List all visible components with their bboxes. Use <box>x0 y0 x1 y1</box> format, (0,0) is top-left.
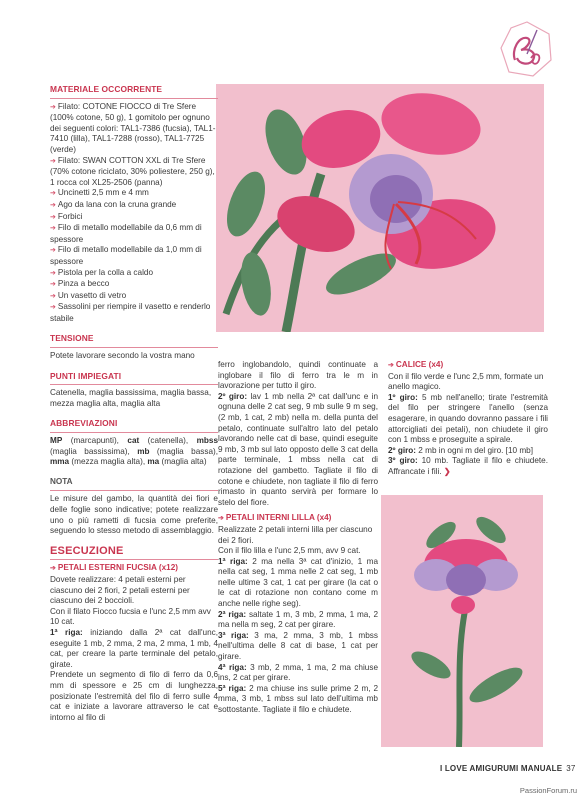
arrow-right-icon: ➔ <box>50 225 56 233</box>
material-item: ➔ Filo di metallo modellabile da 0,6 mm di spessore <box>50 223 202 244</box>
middle-paragraph: Con il filo lilla e l'unc 2,5 mm, avv 9 cat. <box>218 546 361 556</box>
materials-list <box>50 102 218 325</box>
row-instruction: 2º giro: 2 mb in ogni m del giro. [10 mb] <box>388 445 533 455</box>
material-item: ➔ Forbici <box>50 211 83 221</box>
right-rows <box>388 393 548 478</box>
watermark: PassionForum.ru <box>519 786 577 795</box>
nota-text: Le misure del gambo, la quantità dei fiori e delle foglie sono indicative; potete realizzare uno o più rametti di fucsia come preferite, seguendo lo stesso metodo di assemblaggio. <box>50 494 218 536</box>
arrow-right-icon: ➔ <box>50 201 56 209</box>
arrow-right-icon: ➔ <box>50 269 56 277</box>
esecuzione-heading: ESECUZIONE <box>50 544 124 557</box>
row-instruction: 2ª riga: saltate 1 m, 3 mb, 2 mma, 1 ma, 2 ma nella m seg, 2 cat per girare. <box>218 609 378 630</box>
material-item: ➔ Sassolini per riempire il vasetto e renderlo stabile <box>50 302 211 323</box>
brand-logo-icon <box>497 20 557 80</box>
magazine-title: I LOVE AMIGURUMI MANUALE <box>440 764 563 773</box>
arrow-right-icon: ➔ <box>50 190 56 198</box>
fuchsia-flower-photo-top <box>216 84 544 332</box>
material-item: ➔ Uncinetti 2,5 mm e 4 mm <box>50 188 149 198</box>
right-column <box>388 360 548 478</box>
arrow-right-icon: ➔ <box>50 157 56 165</box>
punti-text: Catenella, maglia bassissima, maglia bassa, mezza maglia alta, maglia alta <box>50 388 212 408</box>
row-instruction: 1º giro: 5 mb nell'anello; tirate l'estremità del filo per stringere l'anello (senza esagerare, in quando dovranno passare i fili attorcigliati dei petali), non chiudete il giro con 1 mbss e proseguite a spirale. <box>388 392 548 445</box>
arrow-right-icon: ➔ <box>388 362 394 369</box>
abbreviazioni-heading: ABBREVIAZIONI <box>50 418 118 429</box>
row-instruction: 3º giro: 10 mb. Tagliate il filo e chiudete. Affrancate i fili. ❯ <box>388 456 549 476</box>
calice-heading: ➔ CALICE (x4) <box>388 360 444 369</box>
divider <box>50 559 218 560</box>
left-column <box>50 84 218 723</box>
arrow-right-icon: ➔ <box>50 565 56 573</box>
material-item: ➔ Filato: COTONE FIOCCO di Tre Sfere (100% cotone, 50 g), 1 gomitolo per ognuno dei seguenti colori: TAL1-7386 (fucsia), TAL1-7410 (lilla), TAL1-7288 (rosso), TAL1-7725 (verde) <box>50 101 216 154</box>
material-item: ➔ Ago da lana con la cruna grande <box>50 199 177 209</box>
row-instruction: 3ª riga: 3 ma, 2 mma, 3 mb, 1 mbss nell'ultima delle 8 cat di base, 1 cat per girare. <box>218 630 378 662</box>
arrow-right-icon: ➔ <box>50 213 56 221</box>
divider <box>50 490 218 491</box>
divider <box>50 98 218 99</box>
nota-heading: NOTA <box>50 476 73 486</box>
material-item: ➔ Pistola per la colla a caldo <box>50 267 153 277</box>
row-instruction: 2º giro: lav 1 mb nella 2ª cat dall'unc e in ognuna delle 2 cat seg, 9 mb sulle 9 m seg, (2 mb, 1 cat, 2 mb) nella m. della punta del petalo, continuate sull'altro lato del petalo lavorando nelle cat di base, quindi eseguite 9 mb, 3 mb sul lato opposto delle 3 cat della parte terminale, 1 mbss nella cat di rotazione del gambetto. Tagliate il filo di cotone e chiudete, non tagliate il filo di ferro rimasto in quanto servirà per formare lo stelo del fiore. <box>218 391 379 507</box>
material-item: ➔ Filato: SWAN COTTON XXL di Tre Sfere (70% cotone riciclato, 30% poliestere, 250 g), 1 rocca col XL25-2506 (panna) <box>50 155 215 187</box>
fuchsia-flower-photo-bottom <box>381 495 543 747</box>
arrow-right-icon: ➔ <box>50 304 56 312</box>
middle-column <box>218 360 378 716</box>
punti-heading: PUNTI IMPIEGATI <box>50 370 122 381</box>
divider <box>50 432 218 433</box>
row-instruction: 1ª riga: 2 ma nella 3ª cat d'inizio, 1 ma nella cat seg, 1 mma nelle 2 cat seg, 1 mb nelle ultime 3 cat, 1 cat per girare (la cat o le cat di rotazione non contano come m anche nelle righe seg). <box>218 556 379 609</box>
row-instruction: 1ª riga: iniziando dalla 2ª cat dall'unc, eseguite 1 mb, 2 mma, 2 ma, 2 mma, 1 mb, 4 cat, per creare la parte terminale del petalo, girate. <box>50 627 219 669</box>
material-item: ➔ Pinza a becco <box>50 279 110 289</box>
page-number: 37 <box>566 764 576 773</box>
arrow-right-icon: ➔ <box>218 515 224 523</box>
tensione-text: Potete lavorare secondo la vostra mano <box>50 351 195 361</box>
end-marker-icon: ❯ <box>441 466 451 476</box>
esecuzione-paragraph: Prendete un segmento di filo di ferro da 0,6 mm di spessore e 25 cm di lunghezza, posizionate l'estremità del filo di ferro sulle 4 cat e iniziate a lavorare attraverso le cat e intorno al filo di <box>50 670 218 722</box>
petali-interni-heading: ➔ PETALI INTERNI LILLA (x4) <box>218 513 332 523</box>
esecuzione-paragraph: Dovete realizzare: 4 petali esterni per ciascuno dei 2 fiori, 2 petali esterni per ciascuno dei 2 boccioli. <box>50 574 190 606</box>
abbreviazioni-text: MP (marcapunti), cat (catenella), mbss (maglia bassissima), mb (maglia bassa), mma (mezza maglia alta), ma (maglia alta) <box>50 436 219 467</box>
page-footer <box>440 764 576 773</box>
row-instruction: 4ª riga: 3 mb, 2 mma, 1 ma, 2 ma chiuse ins, 2 cat per girare. <box>218 662 378 683</box>
materials-heading: MATERIALE OCCORRENTE <box>50 84 163 94</box>
tensione-heading: TENSIONE <box>50 333 94 344</box>
arrow-right-icon: ➔ <box>50 292 56 300</box>
divider <box>50 347 218 348</box>
esecuzione-paragraph: Con il filato Fiocco fucsia e l'unc 2,5 mm avv 10 cat. <box>50 606 211 627</box>
material-item: ➔ Filo di metallo modellabile da 1,0 mm di spessore <box>50 245 202 266</box>
calice-intro: Con il filo verde e l'unc 2,5 mm, formate un anello magico. <box>388 371 544 392</box>
arrow-right-icon: ➔ <box>50 281 56 289</box>
divider <box>50 384 218 385</box>
arrow-right-icon: ➔ <box>50 247 56 255</box>
petali-esterni-heading: ➔ PETALI ESTERNI FUCSIA (x12) <box>50 563 178 573</box>
arrow-right-icon: ➔ <box>50 103 56 111</box>
row-instruction: 5ª riga: 2 ma chiuse ins sulle prime 2 m, 2 mma, 3 mb, 1 mbss sul lato dell'ultima mb sottostante. Tagliate il filo e chiudete. <box>218 683 379 714</box>
middle-paragraph: Realizzate 2 petali interni lilla per ciascuno dei 2 fiori. <box>218 524 373 545</box>
middle-rows <box>218 557 378 716</box>
middle-intro: ferro inglobandolo, quindi continuate a inglobare il filo di ferro tra le m in lavorazione per tutto il giro. <box>218 360 378 391</box>
material-item: ➔ Un vasetto di vetro <box>50 290 127 300</box>
